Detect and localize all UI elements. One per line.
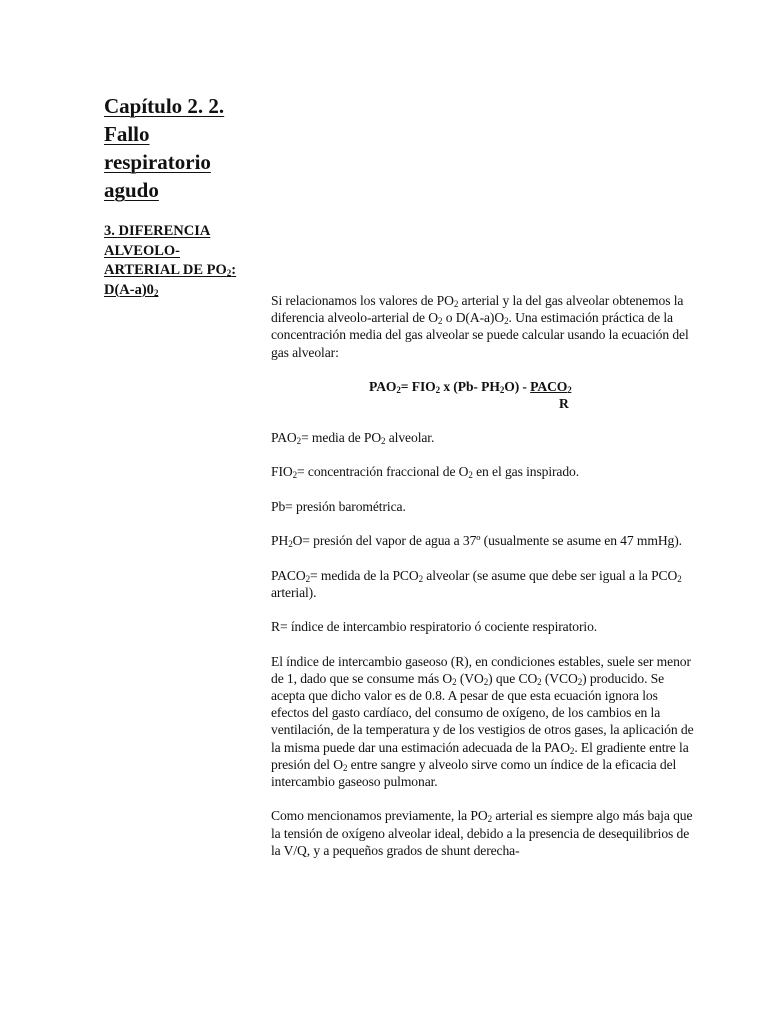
definition-pao2: $PAO_2=$ media de $PO_2$ alveolar.: [271, 430, 435, 446]
section-title-line: $D(A-a)0_2$: [104, 281, 159, 298]
chapter-title-line: agudo: [104, 178, 159, 202]
intro-paragraph: Si relacionamos los valores de $PO_2$ arterial y la del gas alveolar obtenemos la diferencia alveolo-arterial de $O_2$ o $D(A-a)O_2$. Una estimación práctica de la concentración media del gas alveolar se puede calcular usando la ecuación del gas alveolar:: [271, 293, 689, 360]
section-title-line: ARTERIAL DE $PO_2$:: [104, 262, 237, 278]
alveolar-gas-equation: [271, 378, 697, 412]
section-title-line: 3. DIFERENCIA: [104, 223, 211, 239]
definition-paco2: $PACO_2=$ medida de la $PCO_2$ alveolar (se asume que debe ser igual a la $PCO_2$ arterial).: [271, 567, 682, 600]
section-title-line: ALVEOLO-: [104, 242, 181, 259]
chapter-title-line: respiratorio: [104, 150, 211, 174]
body-text: [271, 292, 697, 876]
chapter-title-line: Capítulo 2. 2.: [104, 94, 225, 118]
chapter-title: [104, 92, 264, 204]
paragraph-arterial-po2: Como mencionamos previamente, la $PO_2$ arterial es siempre algo más baja que la tensión de oxígeno alveolar ideal, debido a la presencia de desequilibrios de la V/Q, y a pequeños grados de shunt derecha-: [271, 808, 693, 858]
section-title: [104, 222, 264, 300]
definition-r: R= índice de intercambio respiratorio ó cociente respiratorio.: [271, 619, 598, 635]
left-column: [104, 92, 264, 300]
definition-fio2: $FIO_2=$ concentración fraccional de $O_2$ en el gas inspirado.: [271, 464, 580, 481]
chapter-title-line: Fallo: [104, 122, 150, 146]
equation-numerator: $PACO_2$: [530, 379, 572, 395]
paragraph-exchange-index: El índice de intercambio gaseoso (R), en condiciones estables, suele ser menor de 1, dado que se consume más $O_2$ $(VO_2)$ que $CO_2$ $(VCO_2)$ producido. Se acepta que dicho valor es de 0.8. A pesar de que esta ecuación ignora los efectos del gasto cardíaco, del consumo de oxígeno, de los cambios en la ventilación, de la temperatura y de los vestigios de otros gases, la aplicación de la misma puede dar una estimación adecuada de la $PAO_2$. El gradiente entre la presión del $O_2$ entre sangre y alveolo sirve como un índice de la eficacia del intercambio gaseoso pulmonar.: [271, 653, 694, 789]
equation-denominator: R: [559, 396, 569, 411]
definition-pb: Pb= presión barométrica.: [271, 498, 406, 514]
definition-ph2o: $PH_2O=$ presión del vapor de agua a 37º (usualmente se asume en 47 mmHg).: [271, 533, 682, 550]
equation-main: $PAO_2= FIO_2$ x (Pb- $PH_2O$) - $PACO_2$: [369, 379, 572, 395]
